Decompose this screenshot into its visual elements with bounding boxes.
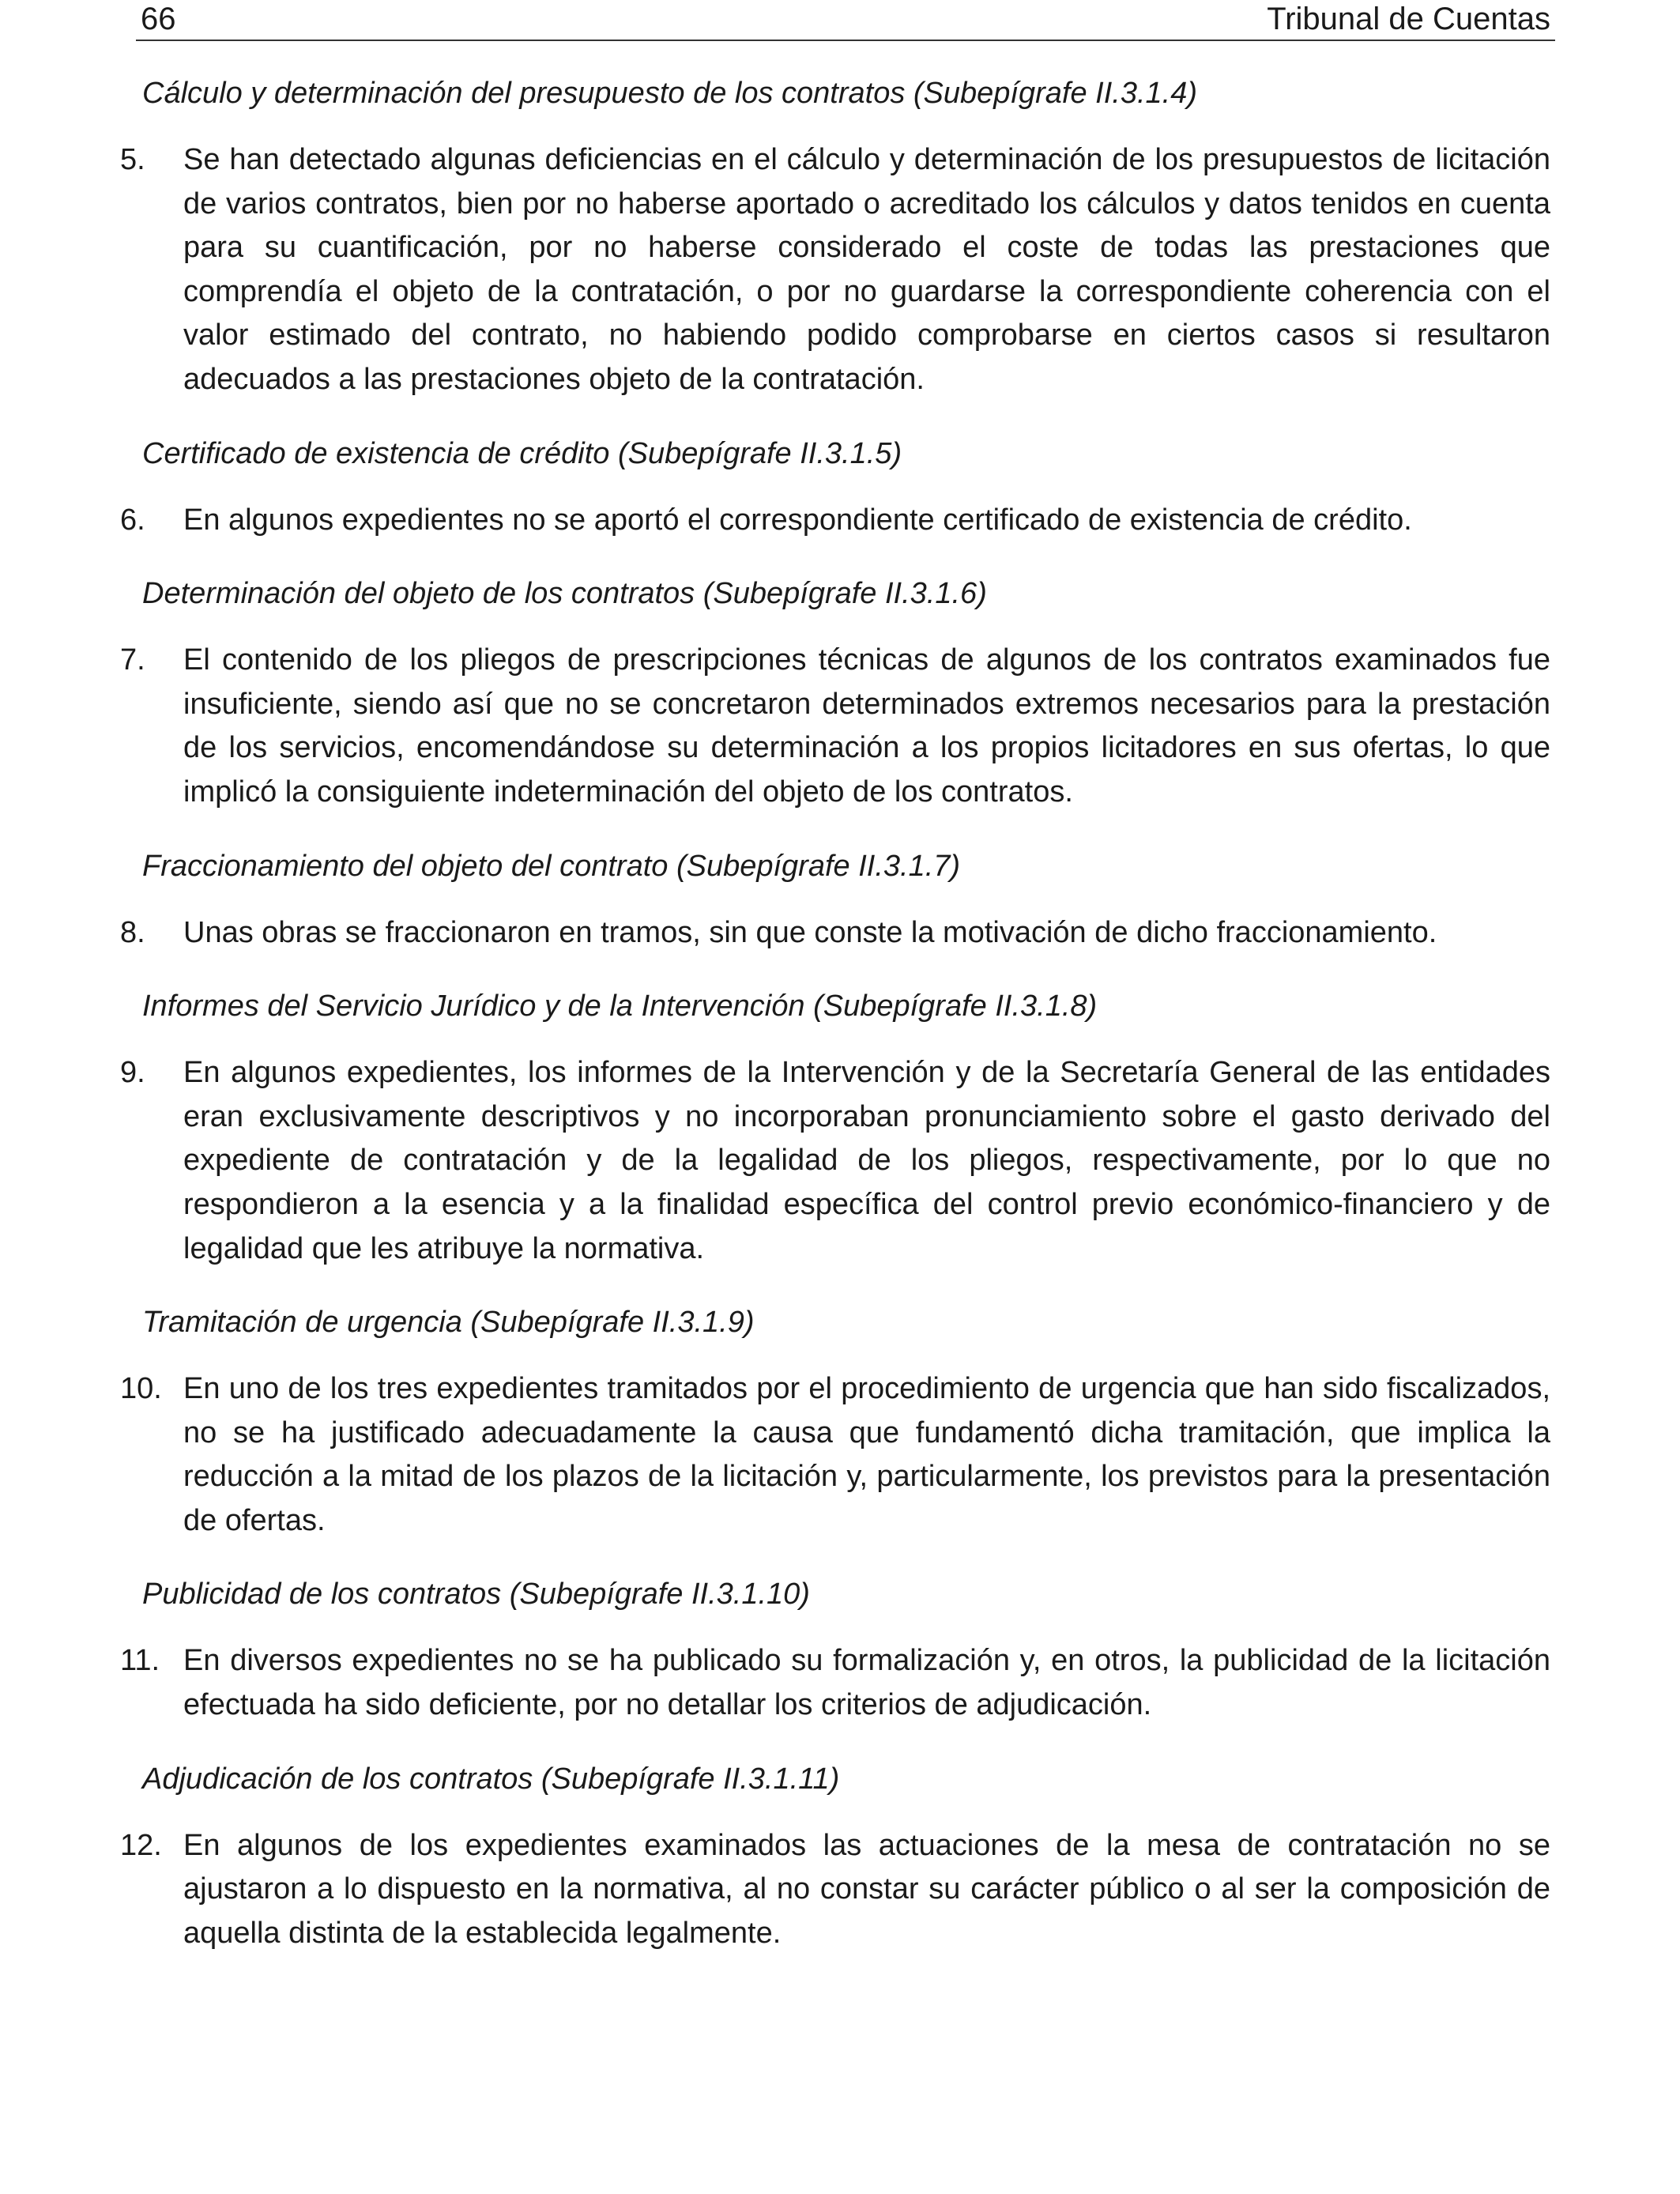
running-title: Tribunal de Cuentas: [1267, 2, 1550, 36]
numbered-paragraph: [0, 1051, 1680, 1271]
paragraph-number: 7.: [120, 643, 145, 677]
section-heading: Adjudicación de los contratos (Subepígrafe II.3.1.11): [142, 1762, 840, 1796]
numbered-paragraph: [0, 138, 1680, 402]
numbered-paragraph: [0, 1824, 1680, 1956]
paragraph-text: Unas obras se fraccionaron en tramos, sin que conste la motivación de dicho fraccionamiento.: [183, 915, 1437, 949]
numbered-paragraph: [0, 911, 1680, 956]
section-heading: Tramitación de urgencia (Subepígrafe II.3.1.9): [142, 1306, 755, 1340]
section-heading: Cálculo y determinación del presupuesto de los contratos (Subepígrafe II.3.1.4): [142, 77, 1197, 110]
numbered-paragraph: [0, 499, 1680, 543]
paragraph-number: 9.: [120, 1056, 145, 1090]
section-heading: Certificado de existencia de crédito (Subepígrafe II.3.1.5): [142, 436, 902, 470]
paragraph-number: 10.: [120, 1372, 162, 1406]
paragraph-text: Se han detectado algunas deficiencias en el cálculo y determinación de los presupuestos de licitación de varios contratos, bien por no haberse aportado o acreditado los cálculos y datos tenidos en cuenta para su cuantificación, por no haberse considerado el coste de todas las prestaciones que comprendía el objeto de la contratación, o por no guardarse la correspondiente coherencia con el valor estimado del contrato, no habiendo podido comprobarse en ciertos casos si resultaron adecuados a las prestaciones objeto de la contratación.: [183, 143, 1550, 396]
page-number: 66: [141, 2, 176, 36]
paragraph-text: En algunos de los expedientes examinados las actuaciones de la mesa de contratación no se ajustaron a lo dispuesto en la normativa, al no constar su carácter público o al ser la composición de aquella distinta de la establecida legalmente.: [183, 1828, 1550, 1950]
page-header: [136, 0, 1555, 41]
document-body: [0, 75, 1680, 1989]
numbered-paragraph: [0, 639, 1680, 814]
paragraph-text: En uno de los tres expedientes tramitados por el procedimiento de urgencia que han sido fiscalizados, no se ha justificado adecuadamente la causa que fundamentó dicha tramitación, que implica la reducción a la mitad de los plazos de la licitación y, particularmente, los previstos para la presentación de ofertas.: [183, 1372, 1550, 1537]
section-heading: Informes del Servicio Jurídico y de la Intervención (Subepígrafe II.3.1.8): [142, 990, 1098, 1023]
numbered-paragraph: [0, 1367, 1680, 1543]
paragraph-number: 6.: [120, 503, 145, 537]
section-heading: Determinación del objeto de los contratos (Subepígrafe II.3.1.6): [142, 577, 987, 611]
paragraph-number: 12.: [120, 1828, 162, 1862]
section-heading: Fraccionamiento del objeto del contrato (Subepígrafe II.3.1.7): [142, 849, 961, 883]
paragraph-number: 11.: [120, 1644, 160, 1678]
paragraph-text: En diversos expedientes no se ha publicado su formalización y, en otros, la publicidad de la licitación efectuada ha sido deficiente, por no detallar los criterios de adjudicación.: [183, 1644, 1550, 1722]
section-heading: Publicidad de los contratos (Subepígrafe II.3.1.10): [142, 1578, 810, 1612]
paragraph-number: 8.: [120, 915, 145, 949]
paragraph-text: El contenido de los pliegos de prescripciones técnicas de algunos de los contratos examinados fue insuficiente, siendo así que no se concretaron determinados extremos necesarios para la prestación de los servicios, encomendándose su determinación a los propios licitadores en sus ofertas, lo que implicó la consiguiente indeterminación del objeto de los contratos.: [183, 643, 1550, 809]
paragraph-number: 5.: [120, 143, 145, 176]
numbered-paragraph: [0, 1639, 1680, 1727]
paragraph-text: En algunos expedientes, los informes de la Intervención y de la Secretaría General de las entidades eran exclusivamente descriptivos y no incorporaban pronunciamiento sobre el gasto derivado del expediente de contratación y de la legalidad de los pliegos, respectivamente, por lo que no respondieron a la esencia y a la finalidad específica del control previo económico-financiero y de legalidad que les atribuye la normativa.: [183, 1056, 1550, 1265]
paragraph-text: En algunos expedientes no se aportó el correspondiente certificado de existencia de crédito.: [183, 503, 1412, 537]
